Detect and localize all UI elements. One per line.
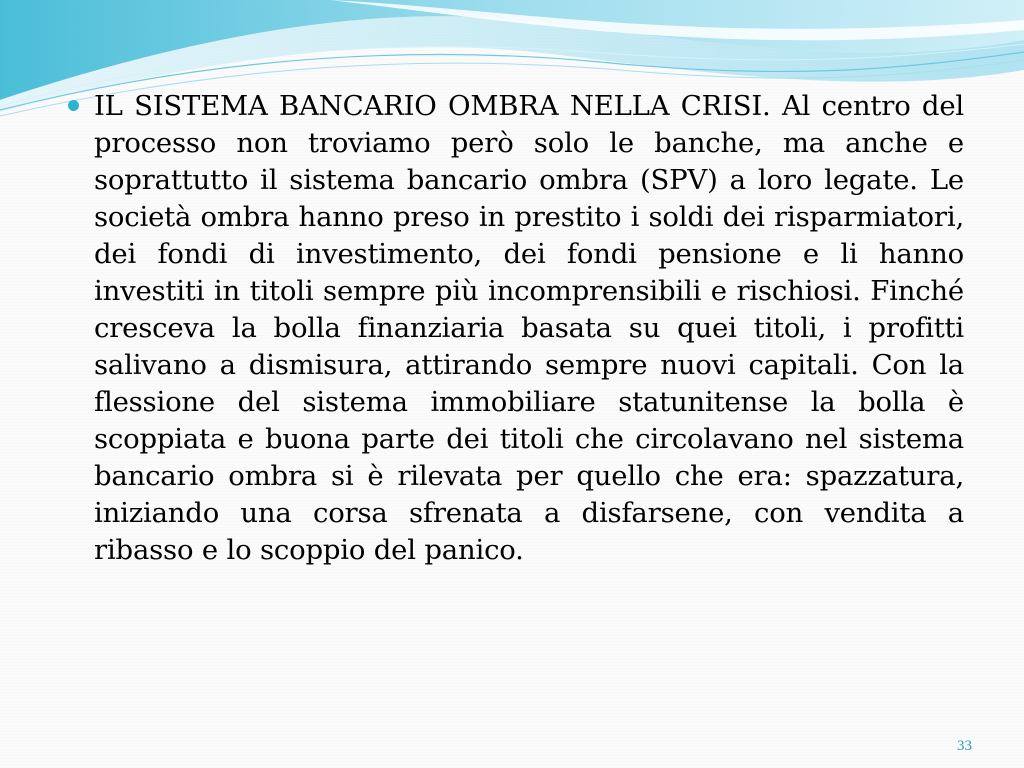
bullet-item (66, 88, 964, 569)
bullet-icon (68, 100, 79, 111)
page-number: 33 (957, 738, 972, 754)
slide-body (66, 88, 964, 569)
bullet-text: IL SISTEMA BANCARIO OMBRA NELLA CRISI. Al centro del processo non troviamo però solo le banche, ma anche e soprattutto il sistema bancario ombra (SPV) a loro legate. Le società ombra hanno preso in prestito i soldi dei risparmiatori, dei fondi di investimento, dei fondi pensione e li hanno investiti in titoli sempre più incomprensibili e rischiosi. Finché cresceva la bolla finanziaria basata su quei titoli, i profitti salivano a dismisura, attirando sempre nuovi capitali. Con la flessione del sistema immobiliare statunitense la bolla è scoppiata e buona parte dei titoli che circolavano nel sistema bancario ombra si è rilevata per quello che era: spazzatura, iniziando una corsa sfrenata a disfarsene, con vendita a ribasso e lo scoppio del panico. (94, 90, 964, 566)
